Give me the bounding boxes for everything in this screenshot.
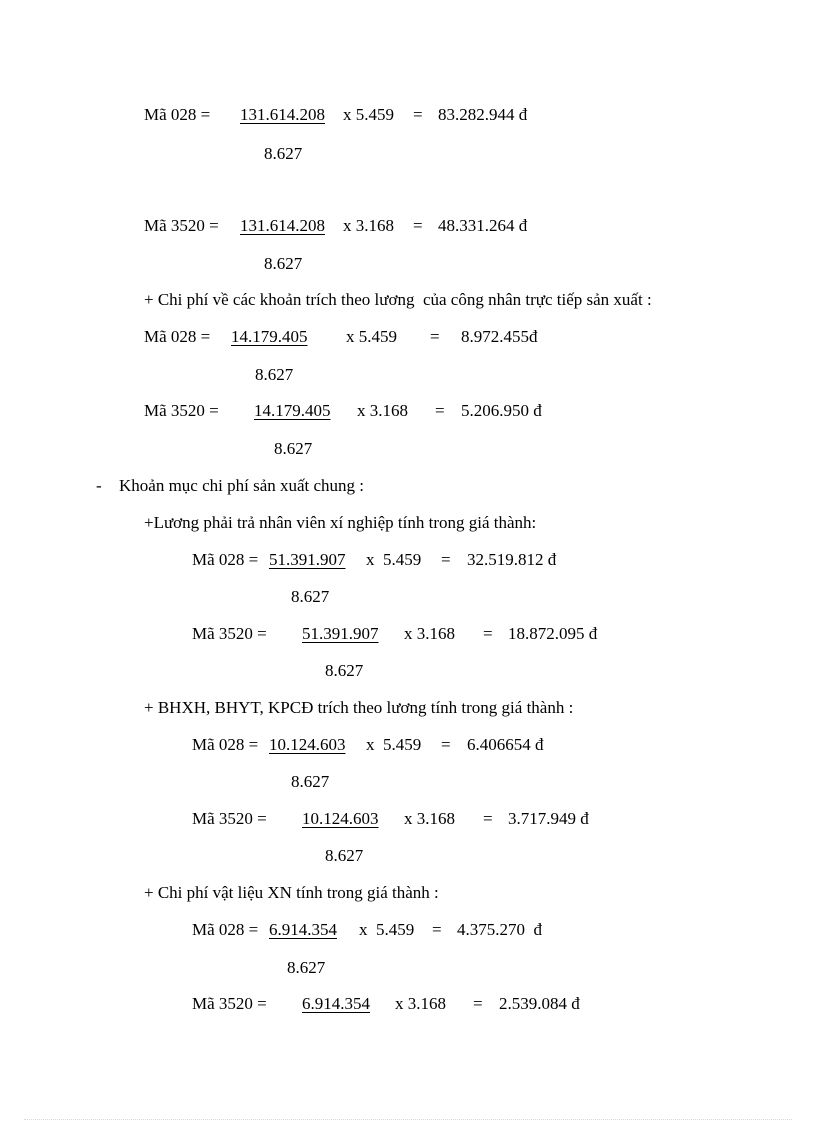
formula-equals: = xyxy=(413,216,423,235)
formula-denominator: 8.627 xyxy=(264,144,303,163)
formula-multiplier: x 3.168 xyxy=(357,401,408,420)
formula-equals: = xyxy=(432,920,442,939)
formula-multiplier: x 5.459 xyxy=(346,327,397,346)
formula-multiplier: x 5.459 xyxy=(366,550,422,569)
formula-result: 18.872.095 đ xyxy=(508,624,598,643)
formula-equals: = xyxy=(441,735,451,754)
formula-numerator: 51.391.907 xyxy=(269,550,346,569)
formula-numerator: 10.124.603 xyxy=(269,735,346,754)
formula-denominator: 8.627 xyxy=(291,587,330,606)
formula-multiplier: x 5.459 xyxy=(359,920,415,939)
section-heading-insurance: + BHXH, BHYT, KPCĐ trích theo lương tính trong giá thành : xyxy=(144,698,574,717)
formula-result: 83.282.944 đ xyxy=(438,105,528,124)
formula-label: Mã 3520 = xyxy=(192,994,267,1013)
formula-numerator: 14.179.405 xyxy=(254,401,331,420)
formula-label: Mã 028 = xyxy=(192,920,259,939)
formula-result: 6.406654 đ xyxy=(467,735,544,754)
formula-result: 4.375.270 đ xyxy=(457,920,542,939)
formula-numerator: 131.614.208 xyxy=(240,105,325,124)
section-title-overhead: Khoản mục chi phí sản xuất chung : xyxy=(119,476,365,495)
formula-label: Mã 028 = xyxy=(192,735,259,754)
formula-numerator: 131.614.208 xyxy=(240,216,325,235)
formula-denominator: 8.627 xyxy=(325,846,364,865)
formula-label: Mã 3520 = xyxy=(192,624,267,643)
formula-result: 5.206.950 đ xyxy=(461,401,542,420)
formula-label: Mã 3520 = xyxy=(144,216,219,235)
formula-result: 2.539.084 đ xyxy=(499,994,580,1013)
formula-denominator: 8.627 xyxy=(255,365,294,384)
formula-denominator: 8.627 xyxy=(264,254,303,273)
page-bottom-border xyxy=(24,1119,792,1120)
formula-equals: = xyxy=(441,550,451,569)
formula-result: 8.972.455đ xyxy=(461,327,538,346)
formula-numerator: 10.124.603 xyxy=(302,809,379,828)
section-heading-staff-wages: +Lương phải trả nhân viên xí nghiệp tính trong giá thành: xyxy=(144,513,537,532)
formula-numerator: 6.914.354 xyxy=(269,920,337,939)
formula-equals: = xyxy=(473,994,483,1013)
formula-result: 48.331.264 đ xyxy=(438,216,528,235)
formula-numerator: 14.179.405 xyxy=(231,327,308,346)
formula-label: Mã 028 = xyxy=(144,327,211,346)
section-bullet: - xyxy=(96,476,102,495)
formula-equals: = xyxy=(483,809,493,828)
formula-result: 32.519.812 đ xyxy=(467,550,557,569)
formula-multiplier: x 5.459 xyxy=(366,735,422,754)
formula-denominator: 8.627 xyxy=(325,661,364,680)
formula-denominator: 8.627 xyxy=(287,958,326,977)
formula-equals: = xyxy=(435,401,445,420)
formula-multiplier: x 3.168 xyxy=(395,994,446,1013)
formula-result: 3.717.949 đ xyxy=(508,809,589,828)
formula-equals: = xyxy=(430,327,440,346)
formula-multiplier: x 3.168 xyxy=(404,809,455,828)
formula-equals: = xyxy=(413,105,423,124)
section-heading-labor-deductions: + Chi phí về các khoản trích theo lương của công nhân trực tiếp sản xuất : xyxy=(144,290,652,309)
formula-label: Mã 3520 = xyxy=(192,809,267,828)
formula-denominator: 8.627 xyxy=(291,772,330,791)
formula-equals: = xyxy=(483,624,493,643)
formula-multiplier: x 3.168 xyxy=(404,624,455,643)
formula-multiplier: x 3.168 xyxy=(343,216,394,235)
formula-multiplier: x 5.459 xyxy=(343,105,394,124)
formula-label: Mã 3520 = xyxy=(144,401,219,420)
formula-numerator: 6.914.354 xyxy=(302,994,370,1013)
formula-label: Mã 028 = xyxy=(192,550,259,569)
section-heading-materials: + Chi phí vật liệu XN tính trong giá thành : xyxy=(144,883,439,902)
formula-numerator: 51.391.907 xyxy=(302,624,379,643)
formula-denominator: 8.627 xyxy=(274,439,313,458)
formula-label: Mã 028 = xyxy=(144,105,211,124)
